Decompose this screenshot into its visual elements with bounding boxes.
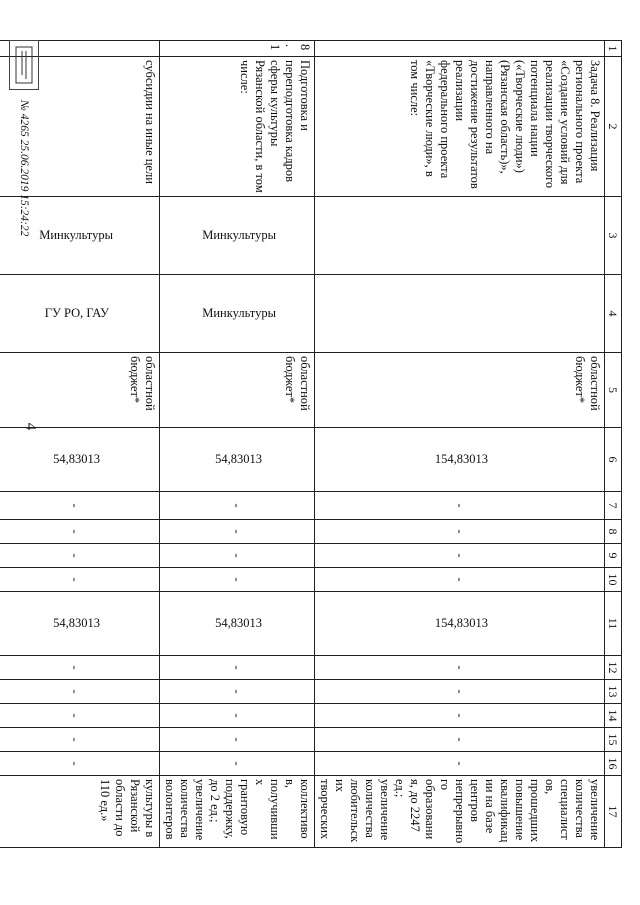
header-cell: 11 [605,592,622,656]
table-row [160,41,315,848]
row-recipient: ГУ РО, ГАУ [0,275,160,353]
row-2019: 54,83013 [0,592,160,656]
header-cell: 8 [605,520,622,544]
row-2024: - [0,752,160,776]
row-name: Подготовка и переподготовка кадров сферы культуры Рязанской области, в том числе: [160,57,315,197]
row-2019: 54,83013 [160,592,315,656]
row-2022: - [0,704,160,728]
page-number: 4 [22,422,39,431]
row-2015: - [160,492,315,520]
row-2024: - [315,752,605,776]
row-name: субсидии на иные цели [0,57,160,197]
row-2016: - [160,520,315,544]
row-2017: - [160,544,315,568]
registry-logo-icon [9,40,39,90]
header-cell: 15 [605,728,622,752]
row-total: 154,83013 [315,428,605,492]
row-executor: Минкультуры [160,197,315,275]
header-cell: 7 [605,492,622,520]
header-cell: 4 [605,275,622,353]
row-source: областной бюджет* [315,353,605,428]
row-2018: - [315,568,605,592]
row-2023: - [315,728,605,752]
header-cell: 5 [605,353,622,428]
header-cell: 16 [605,752,622,776]
row-result: коллективов, получивших грантовую поддержку, до 2 ед.; увеличение количества волонтеров [160,776,315,848]
header-cell: 3 [605,197,622,275]
row-source: областной бюджет* [0,353,160,428]
row-2021: - [0,680,160,704]
header-cell: 14 [605,704,622,728]
header-cell: 12 [605,656,622,680]
row-source: областной бюджет* [160,353,315,428]
header-row [605,41,622,848]
row-executor: Минкультуры [0,197,160,275]
row-2023: - [160,728,315,752]
document-stamp: № 4265 25.06.2019 15:24:22 [18,100,30,237]
row-2024: - [160,752,315,776]
row-2020: - [0,656,160,680]
row-result: культуры в Рязанской области до 110 ед.» [0,776,160,848]
row-2016: - [0,520,160,544]
row-total: 54,83013 [0,428,160,492]
row-2021: - [160,680,315,704]
header-cell: 9 [605,544,622,568]
header-cell: 6 [605,428,622,492]
row-2023: - [0,728,160,752]
header-cell: 13 [605,680,622,704]
row-2020: - [315,656,605,680]
row-2019: 154,83013 [315,592,605,656]
document-footer [4,40,44,827]
row-2018: - [0,568,160,592]
row-2015: - [0,492,160,520]
header-cell: 10 [605,568,622,592]
header-cell: 1 [605,41,622,57]
row-2021: - [315,680,605,704]
row-2016: - [315,520,605,544]
row-2022: - [160,704,315,728]
row-2015: - [315,492,605,520]
row-name: Задача 8. Реализация регионального проекта «Создание условий для реализации творческого потенциала нации («Творческие люди») (Рязанская область)», направленного на достижение результатов реализации федерального проекта «Творческие люди», в том числе: [315,57,605,197]
row-number: 8.1 [160,41,315,57]
row-result: увеличение количества специалистов, прошедших повышение квалификации на базе центров непрерывного образования, до 2247 ед.; увеличение количества любительских творческих [315,776,605,848]
row-number [315,41,605,57]
header-cell: 17 [605,776,622,848]
program-table [0,40,622,848]
row-executor [315,197,605,275]
row-2018: - [160,568,315,592]
row-2020: - [160,656,315,680]
row-2017: - [315,544,605,568]
table-row [315,41,605,848]
row-recipient: Минкультуры [160,275,315,353]
header-cell: 2 [605,57,622,197]
row-recipient [315,275,605,353]
row-total: 54,83013 [160,428,315,492]
row-2017: - [0,544,160,568]
row-2022: - [315,704,605,728]
